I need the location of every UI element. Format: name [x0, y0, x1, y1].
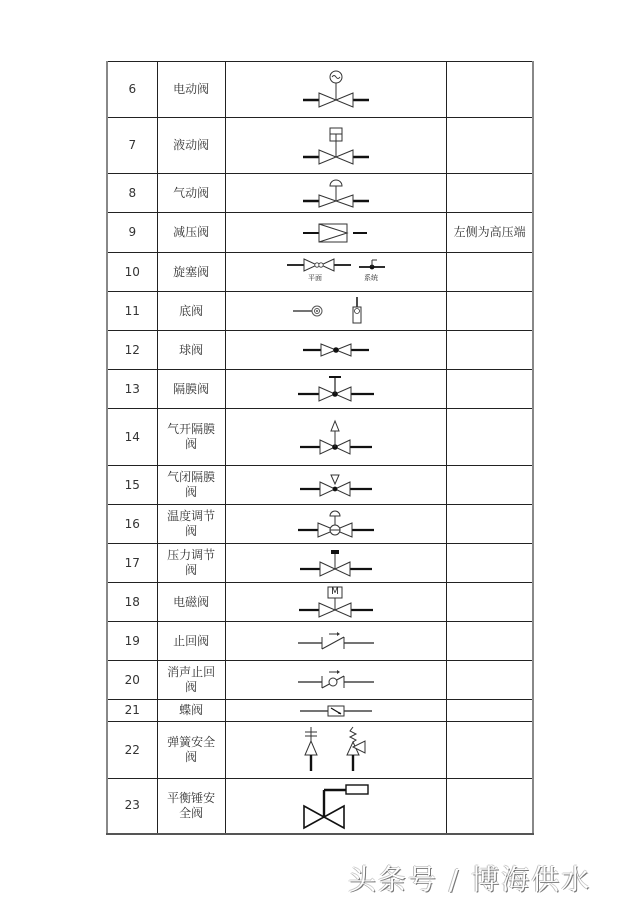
valve-name: 电动阀	[157, 62, 225, 118]
note	[447, 700, 533, 722]
plug-valve-system	[358, 257, 386, 287]
note	[447, 118, 533, 174]
row-number: 18	[107, 583, 157, 622]
valve-name: 球阀	[157, 331, 225, 370]
note	[447, 722, 533, 779]
row-number: 23	[107, 779, 157, 834]
valve-name: 电磁阀	[157, 583, 225, 622]
row-number: 7	[107, 118, 157, 174]
air-close-diaphragm-valve-icon	[298, 472, 374, 498]
butterfly-valve-icon	[298, 703, 374, 719]
spring-safety-valve-icon	[301, 725, 371, 775]
symbol-cell	[225, 409, 447, 466]
symbol-cell	[225, 583, 447, 622]
note	[447, 292, 533, 331]
valve-symbol-table	[106, 61, 534, 835]
check-valve-icon	[296, 629, 376, 653]
valve-name: 蝶阀	[157, 700, 225, 722]
valve-name: 平衡锤安全阀	[157, 779, 225, 834]
symbol-cell	[225, 700, 447, 722]
note	[447, 331, 533, 370]
symbol-cell	[225, 331, 447, 370]
symbol-cell	[225, 253, 447, 292]
row-number: 12	[107, 331, 157, 370]
table-row	[107, 722, 533, 779]
row-number: 11	[107, 292, 157, 331]
note	[447, 505, 533, 544]
valve-name: 消声止回阀	[157, 661, 225, 700]
valve-name: 止回阀	[157, 622, 225, 661]
table-row	[107, 466, 533, 505]
temperature-control-valve-icon	[296, 508, 376, 540]
note	[447, 622, 533, 661]
symbol-cell	[225, 661, 447, 700]
weighted-safety-valve-icon	[298, 782, 374, 830]
note	[447, 544, 533, 583]
row-number: 10	[107, 253, 157, 292]
symbol-cell	[225, 466, 447, 505]
table-row	[107, 370, 533, 409]
diaphragm-valve-icon	[296, 374, 376, 404]
pneumatic-valve-icon	[301, 177, 371, 209]
plan-label: 平面	[308, 274, 323, 282]
valve-name: 隔膜阀	[157, 370, 225, 409]
table-row	[107, 700, 533, 722]
note: 左侧为高压端	[447, 213, 533, 253]
symbol-cell	[225, 544, 447, 583]
valve-name: 减压阀	[157, 213, 225, 253]
valve-name: 旋塞阀	[157, 253, 225, 292]
hydraulic-valve-icon	[301, 126, 371, 166]
symbol-cell	[225, 174, 447, 213]
ball-valve-icon	[301, 340, 371, 360]
table-row	[107, 118, 533, 174]
note	[447, 583, 533, 622]
valve-name: 压力调节阀	[157, 544, 225, 583]
table-row	[107, 292, 533, 331]
symbol-cell	[225, 62, 447, 118]
row-number: 15	[107, 466, 157, 505]
note	[447, 409, 533, 466]
pressure-reducing-valve-icon	[301, 221, 371, 245]
row-number: 16	[107, 505, 157, 544]
note	[447, 466, 533, 505]
row-number: 20	[107, 661, 157, 700]
note	[447, 253, 533, 292]
symbol-cell	[225, 118, 447, 174]
table-row	[107, 544, 533, 583]
note	[447, 779, 533, 834]
valve-name: 弹簧安全阀	[157, 722, 225, 779]
row-number: 9	[107, 213, 157, 253]
plug-valve-plan	[286, 257, 352, 287]
air-open-diaphragm-valve-icon	[298, 417, 374, 457]
symbol-cell	[225, 213, 447, 253]
row-number: 14	[107, 409, 157, 466]
note	[447, 62, 533, 118]
watermark: 头条号 / 博海供水	[348, 863, 592, 896]
valve-name: 温度调节阀	[157, 505, 225, 544]
symbol-cell	[225, 505, 447, 544]
table-row	[107, 622, 533, 661]
table-row	[107, 213, 533, 253]
table-row	[107, 62, 533, 118]
table-row	[107, 779, 533, 834]
row-number: 22	[107, 722, 157, 779]
symbol-cell	[225, 292, 447, 331]
symbol-cell	[225, 622, 447, 661]
table-row	[107, 583, 533, 622]
pressure-control-valve-icon	[298, 548, 374, 578]
motor-valve-icon	[301, 70, 371, 110]
silent-check-valve-icon	[296, 668, 376, 692]
row-number: 17	[107, 544, 157, 583]
table-row	[107, 409, 533, 466]
symbol-cell	[225, 722, 447, 779]
symbol-cell	[225, 370, 447, 409]
note	[447, 174, 533, 213]
table-row	[107, 661, 533, 700]
solenoid-m-label: M	[331, 587, 339, 597]
row-number: 6	[107, 62, 157, 118]
system-label: 系统	[364, 274, 379, 282]
note	[447, 370, 533, 409]
valve-name: 气闭隔膜阀	[157, 466, 225, 505]
row-number: 19	[107, 622, 157, 661]
valve-name: 底阀	[157, 292, 225, 331]
table-row	[107, 331, 533, 370]
row-number: 8	[107, 174, 157, 213]
table-row	[107, 253, 533, 292]
valve-name: 气开隔膜阀	[157, 409, 225, 466]
symbol-cell	[225, 779, 447, 834]
table-row	[107, 174, 533, 213]
row-number: 13	[107, 370, 157, 409]
valve-name: 气动阀	[157, 174, 225, 213]
valve-name: 液动阀	[157, 118, 225, 174]
note	[447, 661, 533, 700]
solenoid-valve	[297, 585, 375, 619]
table-row	[107, 505, 533, 544]
foot-valve-icon	[291, 296, 381, 326]
row-number: 21	[107, 700, 157, 722]
